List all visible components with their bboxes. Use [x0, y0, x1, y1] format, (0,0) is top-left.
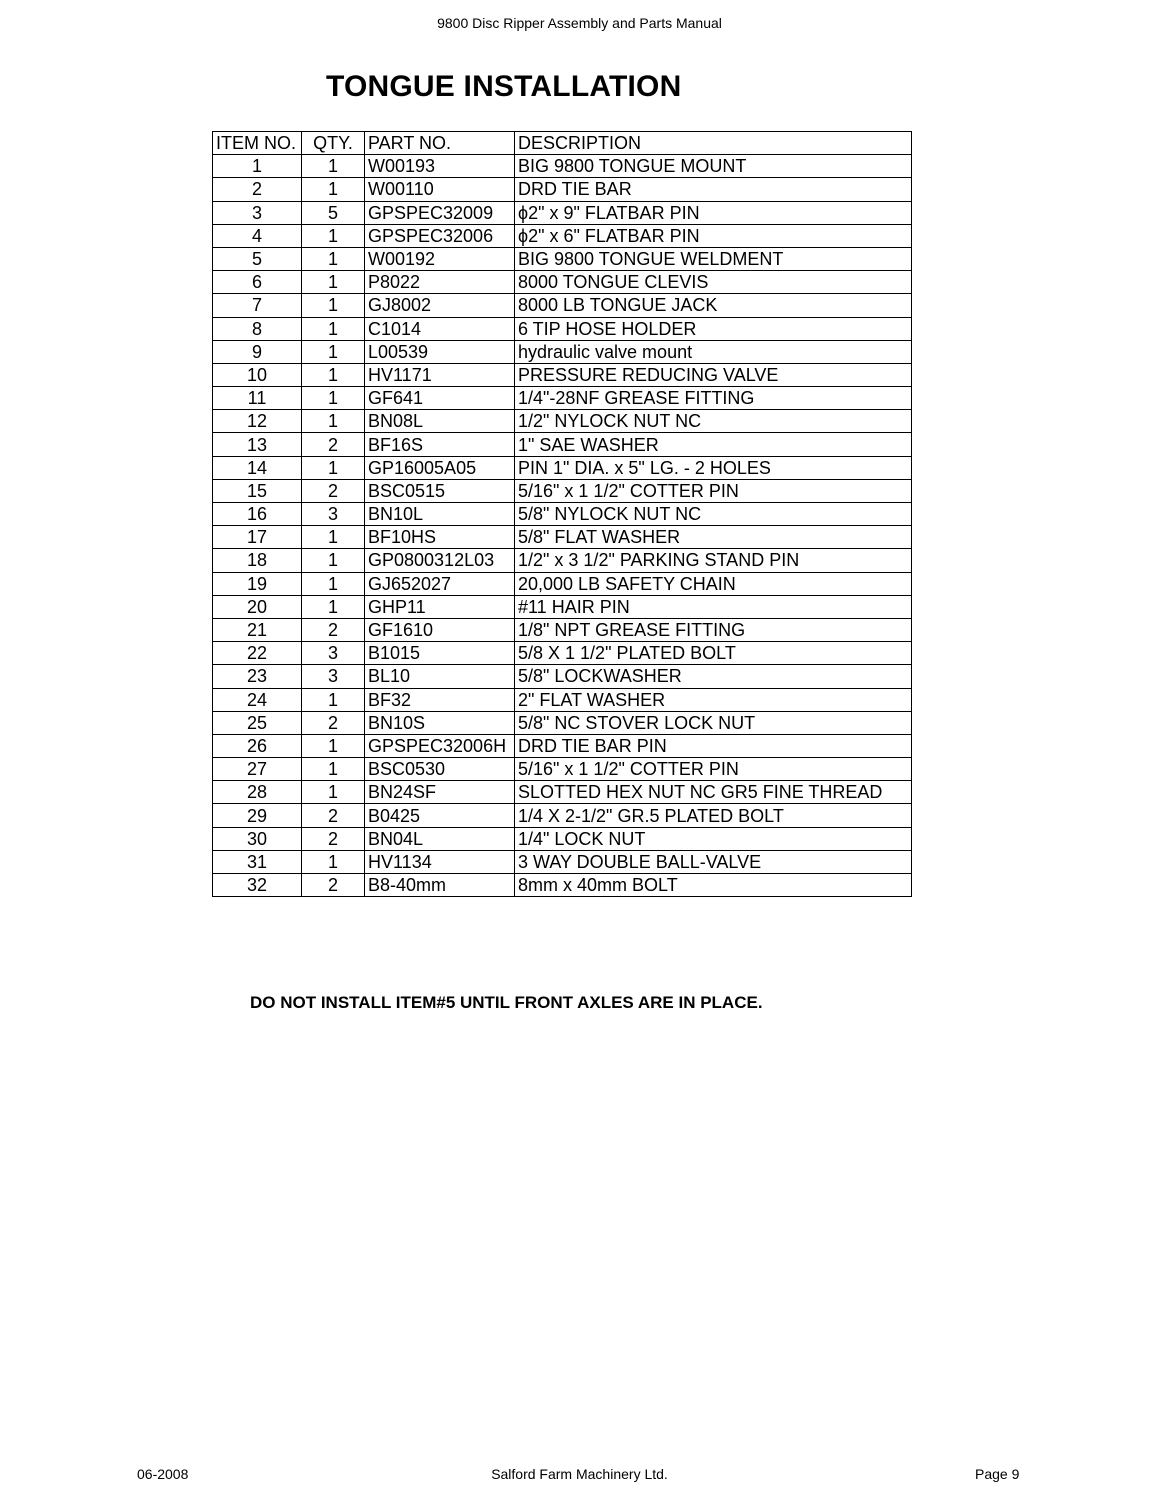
cell-part-no: BL10	[365, 665, 515, 688]
cell-qty: 2	[302, 433, 365, 456]
table-row	[213, 665, 912, 688]
cell-item-no: 14	[213, 456, 302, 479]
parts-table	[212, 131, 912, 897]
cell-item-no: 3	[213, 201, 302, 224]
cell-part-no: B1015	[365, 642, 515, 665]
table-row	[213, 387, 912, 410]
cell-qty: 1	[302, 688, 365, 711]
cell-item-no: 12	[213, 410, 302, 433]
cell-qty: 3	[302, 503, 365, 526]
table-row	[213, 572, 912, 595]
cell-qty: 1	[302, 758, 365, 781]
cell-description: 1/4 X 2-1/2" GR.5 PLATED BOLT	[515, 804, 912, 827]
cell-description: 1/8" NPT GREASE FITTING	[515, 618, 912, 641]
table-row	[213, 247, 912, 270]
cell-description: 1/4"-28NF GREASE FITTING	[515, 387, 912, 410]
table-row	[213, 155, 912, 178]
cell-item-no: 24	[213, 688, 302, 711]
cell-description: hydraulic valve mount	[515, 340, 912, 363]
table-row	[213, 874, 912, 897]
cell-description: 20,000 LB SAFETY CHAIN	[515, 572, 912, 595]
table-row	[213, 549, 912, 572]
table-row	[213, 178, 912, 201]
cell-item-no: 15	[213, 479, 302, 502]
cell-qty: 1	[302, 247, 365, 270]
table-row	[213, 479, 912, 502]
installation-note: DO NOT INSTALL ITEM#5 UNTIL FRONT AXLES ARE IN PLACE.	[250, 993, 763, 1012]
cell-item-no: 27	[213, 758, 302, 781]
cell-description: 1" SAE WASHER	[515, 433, 912, 456]
cell-item-no: 21	[213, 618, 302, 641]
cell-item-no: 4	[213, 224, 302, 247]
cell-description: 6 TIP HOSE HOLDER	[515, 317, 912, 340]
table-row	[213, 503, 912, 526]
cell-part-no: B8-40mm	[365, 874, 515, 897]
cell-item-no: 13	[213, 433, 302, 456]
cell-item-no: 5	[213, 247, 302, 270]
cell-part-no: HV1134	[365, 850, 515, 873]
cell-description: 5/8" NYLOCK NUT NC	[515, 503, 912, 526]
cell-part-no: BSC0515	[365, 479, 515, 502]
cell-part-no: BF10HS	[365, 526, 515, 549]
cell-part-no: GP16005A05	[365, 456, 515, 479]
cell-part-no: BF32	[365, 688, 515, 711]
cell-qty: 1	[302, 781, 365, 804]
table-row	[213, 642, 912, 665]
cell-qty: 3	[302, 642, 365, 665]
parts-table-body	[213, 155, 912, 897]
table-row	[213, 363, 912, 386]
cell-qty: 1	[302, 410, 365, 433]
table-row	[213, 850, 912, 873]
table-row	[213, 781, 912, 804]
cell-item-no: 8	[213, 317, 302, 340]
table-row	[213, 595, 912, 618]
cell-item-no: 29	[213, 804, 302, 827]
cell-qty: 3	[302, 665, 365, 688]
cell-description: 1/2" NYLOCK NUT NC	[515, 410, 912, 433]
cell-item-no: 7	[213, 294, 302, 317]
table-row	[213, 201, 912, 224]
cell-qty: 5	[302, 201, 365, 224]
table-row	[213, 456, 912, 479]
table-row	[213, 317, 912, 340]
cell-part-no: BN10S	[365, 711, 515, 734]
cell-part-no: W00110	[365, 178, 515, 201]
cell-qty: 1	[302, 734, 365, 757]
cell-item-no: 23	[213, 665, 302, 688]
cell-item-no: 20	[213, 595, 302, 618]
table-row	[213, 734, 912, 757]
cell-qty: 1	[302, 271, 365, 294]
cell-description: DRD TIE BAR PIN	[515, 734, 912, 757]
cell-part-no: P8022	[365, 271, 515, 294]
column-header-part-no: PART NO.	[365, 132, 515, 155]
cell-description: 1/4" LOCK NUT	[515, 827, 912, 850]
cell-part-no: GJ8002	[365, 294, 515, 317]
cell-qty: 1	[302, 850, 365, 873]
cell-description: 5/8 X 1 1/2" PLATED BOLT	[515, 642, 912, 665]
table-row	[213, 433, 912, 456]
cell-part-no: HV1171	[365, 363, 515, 386]
footer-page-number: Page 9	[975, 1466, 1020, 1482]
cell-item-no: 31	[213, 850, 302, 873]
cell-item-no: 19	[213, 572, 302, 595]
cell-item-no: 2	[213, 178, 302, 201]
cell-qty: 1	[302, 178, 365, 201]
cell-qty: 1	[302, 317, 365, 340]
cell-qty: 2	[302, 827, 365, 850]
footer-company: Salford Farm Machinery Ltd.	[491, 1466, 668, 1482]
cell-part-no: GP0800312L03	[365, 549, 515, 572]
cell-qty: 2	[302, 804, 365, 827]
cell-item-no: 1	[213, 155, 302, 178]
cell-description: DRD TIE BAR	[515, 178, 912, 201]
table-row	[213, 526, 912, 549]
table-row	[213, 827, 912, 850]
cell-part-no: GHP11	[365, 595, 515, 618]
cell-part-no: L00539	[365, 340, 515, 363]
footer-date: 06-2008	[137, 1466, 189, 1482]
cell-item-no: 26	[213, 734, 302, 757]
table-row	[213, 410, 912, 433]
cell-item-no: 17	[213, 526, 302, 549]
cell-part-no: GPSPEC32009	[365, 201, 515, 224]
column-header-item-no: ITEM NO.	[213, 132, 302, 155]
cell-qty: 1	[302, 224, 365, 247]
cell-description: ϕ2" x 9" FLATBAR PIN	[515, 201, 912, 224]
cell-qty: 1	[302, 387, 365, 410]
cell-qty: 1	[302, 340, 365, 363]
table-row	[213, 711, 912, 734]
cell-part-no: BN04L	[365, 827, 515, 850]
table-row	[213, 618, 912, 641]
cell-part-no: GF1610	[365, 618, 515, 641]
cell-part-no: C1014	[365, 317, 515, 340]
cell-description: PIN 1" DIA. x 5" LG. - 2 HOLES	[515, 456, 912, 479]
header-row	[213, 132, 912, 155]
table-row	[213, 224, 912, 247]
cell-description: 5/8" LOCKWASHER	[515, 665, 912, 688]
cell-description: 5/16" x 1 1/2" COTTER PIN	[515, 479, 912, 502]
cell-part-no: BN10L	[365, 503, 515, 526]
cell-qty: 1	[302, 456, 365, 479]
cell-qty: 2	[302, 711, 365, 734]
cell-description: 5/16" x 1 1/2" COTTER PIN	[515, 758, 912, 781]
cell-qty: 2	[302, 874, 365, 897]
cell-item-no: 32	[213, 874, 302, 897]
column-header-description: DESCRIPTION	[515, 132, 912, 155]
cell-description: PRESSURE REDUCING VALVE	[515, 363, 912, 386]
table-row	[213, 688, 912, 711]
cell-item-no: 6	[213, 271, 302, 294]
cell-qty: 1	[302, 155, 365, 178]
running-header: 9800 Disc Ripper Assembly and Parts Manual	[437, 15, 722, 31]
cell-description: 5/8" NC STOVER LOCK NUT	[515, 711, 912, 734]
cell-item-no: 18	[213, 549, 302, 572]
cell-description: 8000 TONGUE CLEVIS	[515, 271, 912, 294]
cell-description: BIG 9800 TONGUE MOUNT	[515, 155, 912, 178]
cell-part-no: BN08L	[365, 410, 515, 433]
cell-item-no: 22	[213, 642, 302, 665]
cell-qty: 1	[302, 572, 365, 595]
cell-description: 3 WAY DOUBLE BALL-VALVE	[515, 850, 912, 873]
cell-qty: 2	[302, 479, 365, 502]
cell-part-no: BN24SF	[365, 781, 515, 804]
table-row	[213, 340, 912, 363]
cell-part-no: BSC0530	[365, 758, 515, 781]
cell-part-no: GPSPEC32006	[365, 224, 515, 247]
parts-table-header	[213, 132, 912, 155]
cell-qty: 1	[302, 526, 365, 549]
cell-item-no: 9	[213, 340, 302, 363]
cell-part-no: GJ652027	[365, 572, 515, 595]
table-row	[213, 758, 912, 781]
table-row	[213, 294, 912, 317]
cell-description: 8000 LB TONGUE JACK	[515, 294, 912, 317]
cell-qty: 2	[302, 618, 365, 641]
cell-qty: 1	[302, 294, 365, 317]
cell-item-no: 25	[213, 711, 302, 734]
cell-part-no: W00192	[365, 247, 515, 270]
cell-item-no: 10	[213, 363, 302, 386]
cell-part-no: GF641	[365, 387, 515, 410]
cell-item-no: 11	[213, 387, 302, 410]
cell-part-no: B0425	[365, 804, 515, 827]
cell-item-no: 16	[213, 503, 302, 526]
cell-description: #11 HAIR PIN	[515, 595, 912, 618]
page-title: TONGUE INSTALLATION	[326, 70, 682, 103]
cell-part-no: W00193	[365, 155, 515, 178]
cell-description: BIG 9800 TONGUE WELDMENT	[515, 247, 912, 270]
column-header-qty: QTY.	[302, 132, 365, 155]
cell-qty: 1	[302, 595, 365, 618]
cell-item-no: 30	[213, 827, 302, 850]
cell-qty: 1	[302, 549, 365, 572]
cell-description: SLOTTED HEX NUT NC GR5 FINE THREAD	[515, 781, 912, 804]
cell-part-no: BF16S	[365, 433, 515, 456]
cell-qty: 1	[302, 363, 365, 386]
cell-item-no: 28	[213, 781, 302, 804]
table-row	[213, 804, 912, 827]
cell-description: 5/8" FLAT WASHER	[515, 526, 912, 549]
cell-description: ϕ2" x 6" FLATBAR PIN	[515, 224, 912, 247]
cell-part-no: GPSPEC32006H	[365, 734, 515, 757]
cell-description: 1/2" x 3 1/2" PARKING STAND PIN	[515, 549, 912, 572]
cell-description: 2" FLAT WASHER	[515, 688, 912, 711]
table-row	[213, 271, 912, 294]
cell-description: 8mm x 40mm BOLT	[515, 874, 912, 897]
